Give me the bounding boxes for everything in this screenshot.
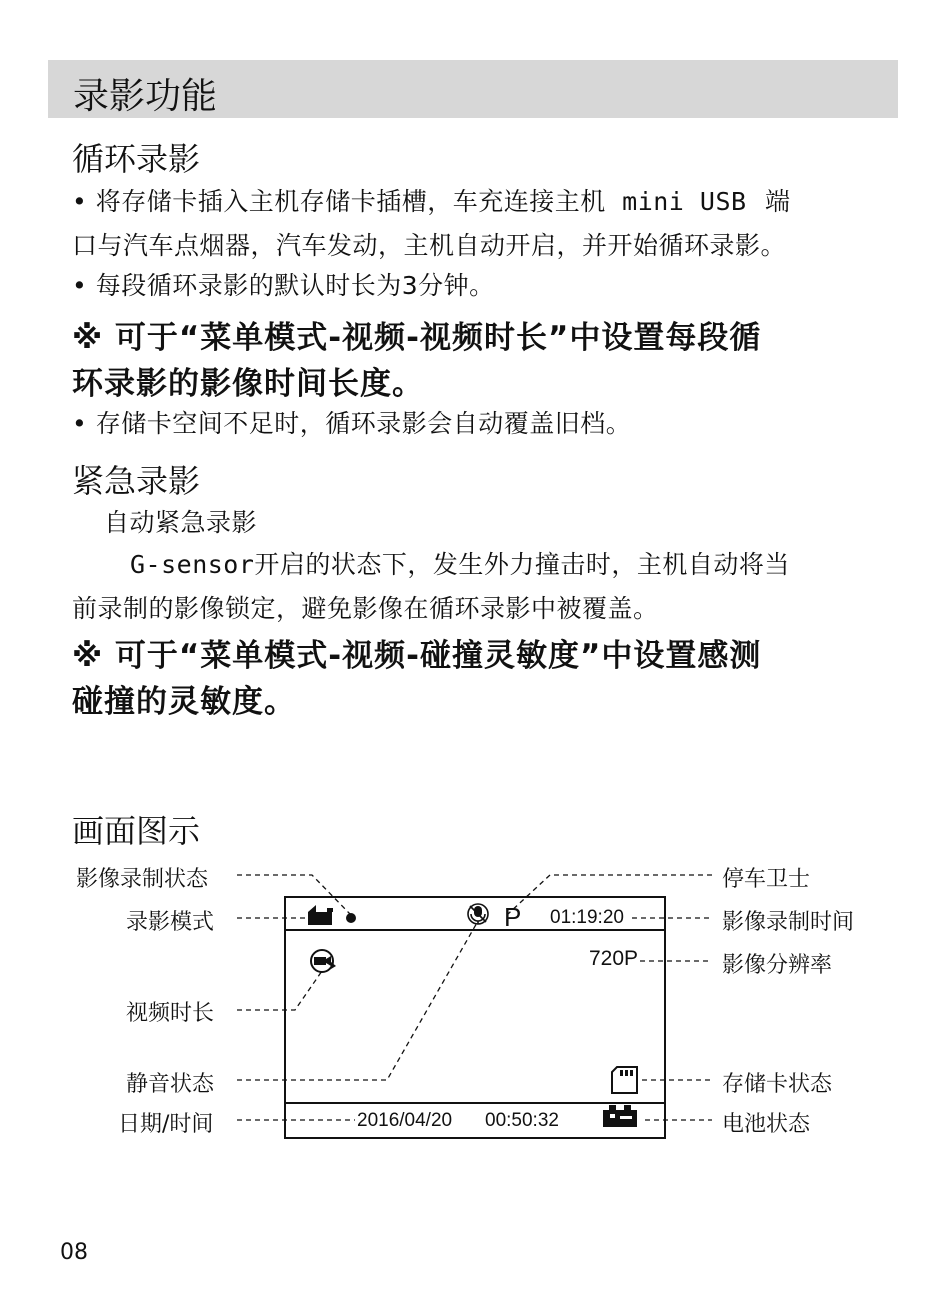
label-parking-guard: 停车卫士 (722, 867, 811, 892)
loop-heading: 循环录影 (72, 140, 201, 178)
bullet-text-mono: mini USB (622, 187, 747, 216)
emergency-note-line-1: ※ 可于“菜单模式-视频-碰撞灵敏度”中设置感测 (72, 638, 762, 674)
para-text-mono: G-sensor (130, 550, 255, 579)
loop-icon (311, 950, 336, 972)
emergency-note-line-2: 碰撞的灵敏度。 (72, 684, 296, 720)
elapsed-time: 01:19:20 (550, 907, 624, 928)
page-number: 08 (60, 1240, 88, 1265)
emergency-para-line-2: 前录制的影像锁定，避免影像在循环录影中被覆盖。 (72, 594, 659, 623)
loop-note-line-1: ※ 可于“菜单模式-视频-视频时长”中设置每段循 (72, 320, 762, 356)
label-mute-status: 静音状态 (126, 1072, 215, 1097)
label-video-length: 视频时长 (126, 1001, 215, 1026)
label-datetime: 日期/时间 (118, 1112, 214, 1137)
loop-bullet-1-line-2: 口与汽车点烟器，汽车发动，主机自动开启，并开始循环录影。 (72, 231, 787, 260)
label-record-mode: 录影模式 (126, 910, 215, 935)
loop-note-line-2: 环录影的影像时间长度。 (72, 366, 424, 402)
display-date: 2016/04/20 (357, 1110, 453, 1131)
label-record-status: 影像录制状态 (76, 867, 209, 892)
resolution-value: 720P (589, 947, 639, 970)
loop-bullet-2: • 每段循环录影的默认时长为3分钟。 (72, 271, 495, 300)
sd-card-icon (612, 1067, 637, 1093)
record-dot-icon (346, 913, 356, 923)
loop-bullet-3: • 存储卡空间不足时，循环录影会自动覆盖旧档。 (72, 409, 632, 438)
display-time: 00:50:32 (485, 1110, 559, 1131)
label-record-time: 影像录制时间 (722, 910, 855, 935)
emergency-subheading: 自动紧急录影 (104, 508, 258, 537)
bullet-text: • 将存储卡插入主机存储卡插槽，车充连接主机 (72, 187, 606, 216)
battery-icon (603, 1105, 637, 1127)
para-text: 开启的状态下，发生外力撞击时，主机自动将当 (254, 550, 790, 579)
label-battery-status: 电池状态 (722, 1112, 811, 1137)
page-title: 录影功能 (73, 76, 218, 117)
mute-icon (468, 904, 488, 924)
bullet-text-end: 端 (765, 187, 791, 216)
parking-letter: P (504, 902, 522, 932)
label-resolution: 影像分辨率 (722, 953, 833, 978)
label-card-status: 存储卡状态 (722, 1072, 833, 1097)
screen-frame (285, 897, 665, 1138)
emergency-heading: 紧急录影 (72, 462, 201, 500)
screen-heading: 画面图示 (72, 812, 201, 850)
camera-icon (308, 905, 333, 925)
